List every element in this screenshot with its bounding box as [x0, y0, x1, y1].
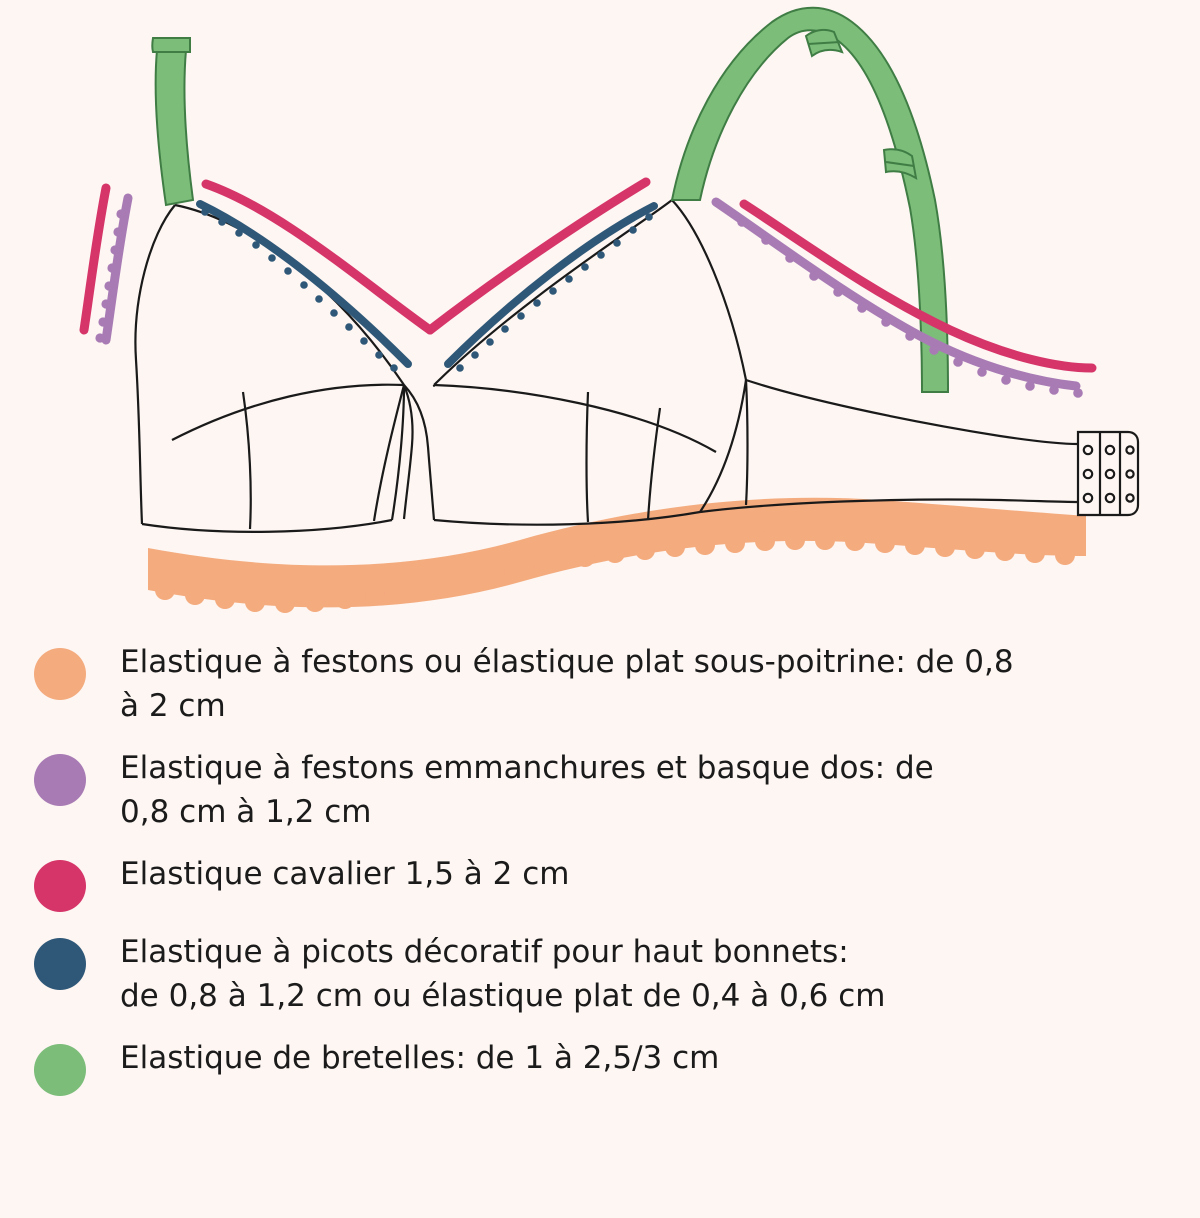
under-bust-elastic-path: [148, 498, 1086, 613]
legend-swatch-straps-icon: [34, 1044, 86, 1096]
legend-item-under-bust: [0, 640, 1200, 728]
legend-label-straps: [120, 1036, 739, 1080]
legend-label-armhole-back-line2: 0,8 cm à 1,2 cm: [120, 794, 372, 831]
legend-item-armhole-back: [0, 746, 1200, 834]
picot-top-cup-elastic-path: [200, 204, 654, 372]
legend: [0, 640, 1200, 1114]
legend-label-under-bust: [120, 640, 1034, 728]
legend-label-under-bust-line1: Elastique à festons ou élastique plat sous-poitrine: de 0,8: [120, 644, 1014, 680]
legend-label-cavalier: [120, 852, 589, 896]
legend-item-cavalier: [0, 852, 1200, 912]
legend-item-picot-top-cup: [0, 930, 1200, 1018]
legend-swatch-cell: [0, 1036, 120, 1096]
legend-swatch-cell: [0, 640, 120, 700]
legend-swatch-armhole-back-icon: [34, 754, 86, 806]
legend-swatch-cell: [0, 746, 120, 806]
legend-swatch-cell: [0, 852, 120, 912]
legend-swatch-picot-top-cup-icon: [34, 938, 86, 990]
legend-label-armhole-back: [120, 746, 954, 834]
legend-label-straps-line1: Elastique de bretelles: de 1 à 2,5/3 cm: [120, 1040, 720, 1077]
legend-label-cavalier-line1: Elastique cavalier 1,5 à 2 cm: [120, 856, 570, 893]
legend-label-picot-top-cup-line1: Elastique à picots décoratif pour haut bonnets:: [120, 934, 849, 971]
legend-label-under-bust-line2: à 2 cm: [120, 688, 226, 725]
legend-label-picot-top-cup-line2: de 0,8 à 1,2 cm ou élastique plat de 0,4 à 0,6 cm: [120, 978, 886, 1015]
legend-label-picot-top-cup: [120, 930, 905, 1018]
legend-swatch-under-bust-icon: [34, 648, 86, 700]
strap-elastic-left: [152, 38, 193, 205]
legend-swatch-cavalier-icon: [34, 860, 86, 912]
legend-label-armhole-back-line1: Elastique à festons emmanchures et basque dos: de: [120, 750, 934, 787]
legend-swatch-cell: [0, 930, 120, 990]
legend-item-straps: [0, 1036, 1200, 1096]
